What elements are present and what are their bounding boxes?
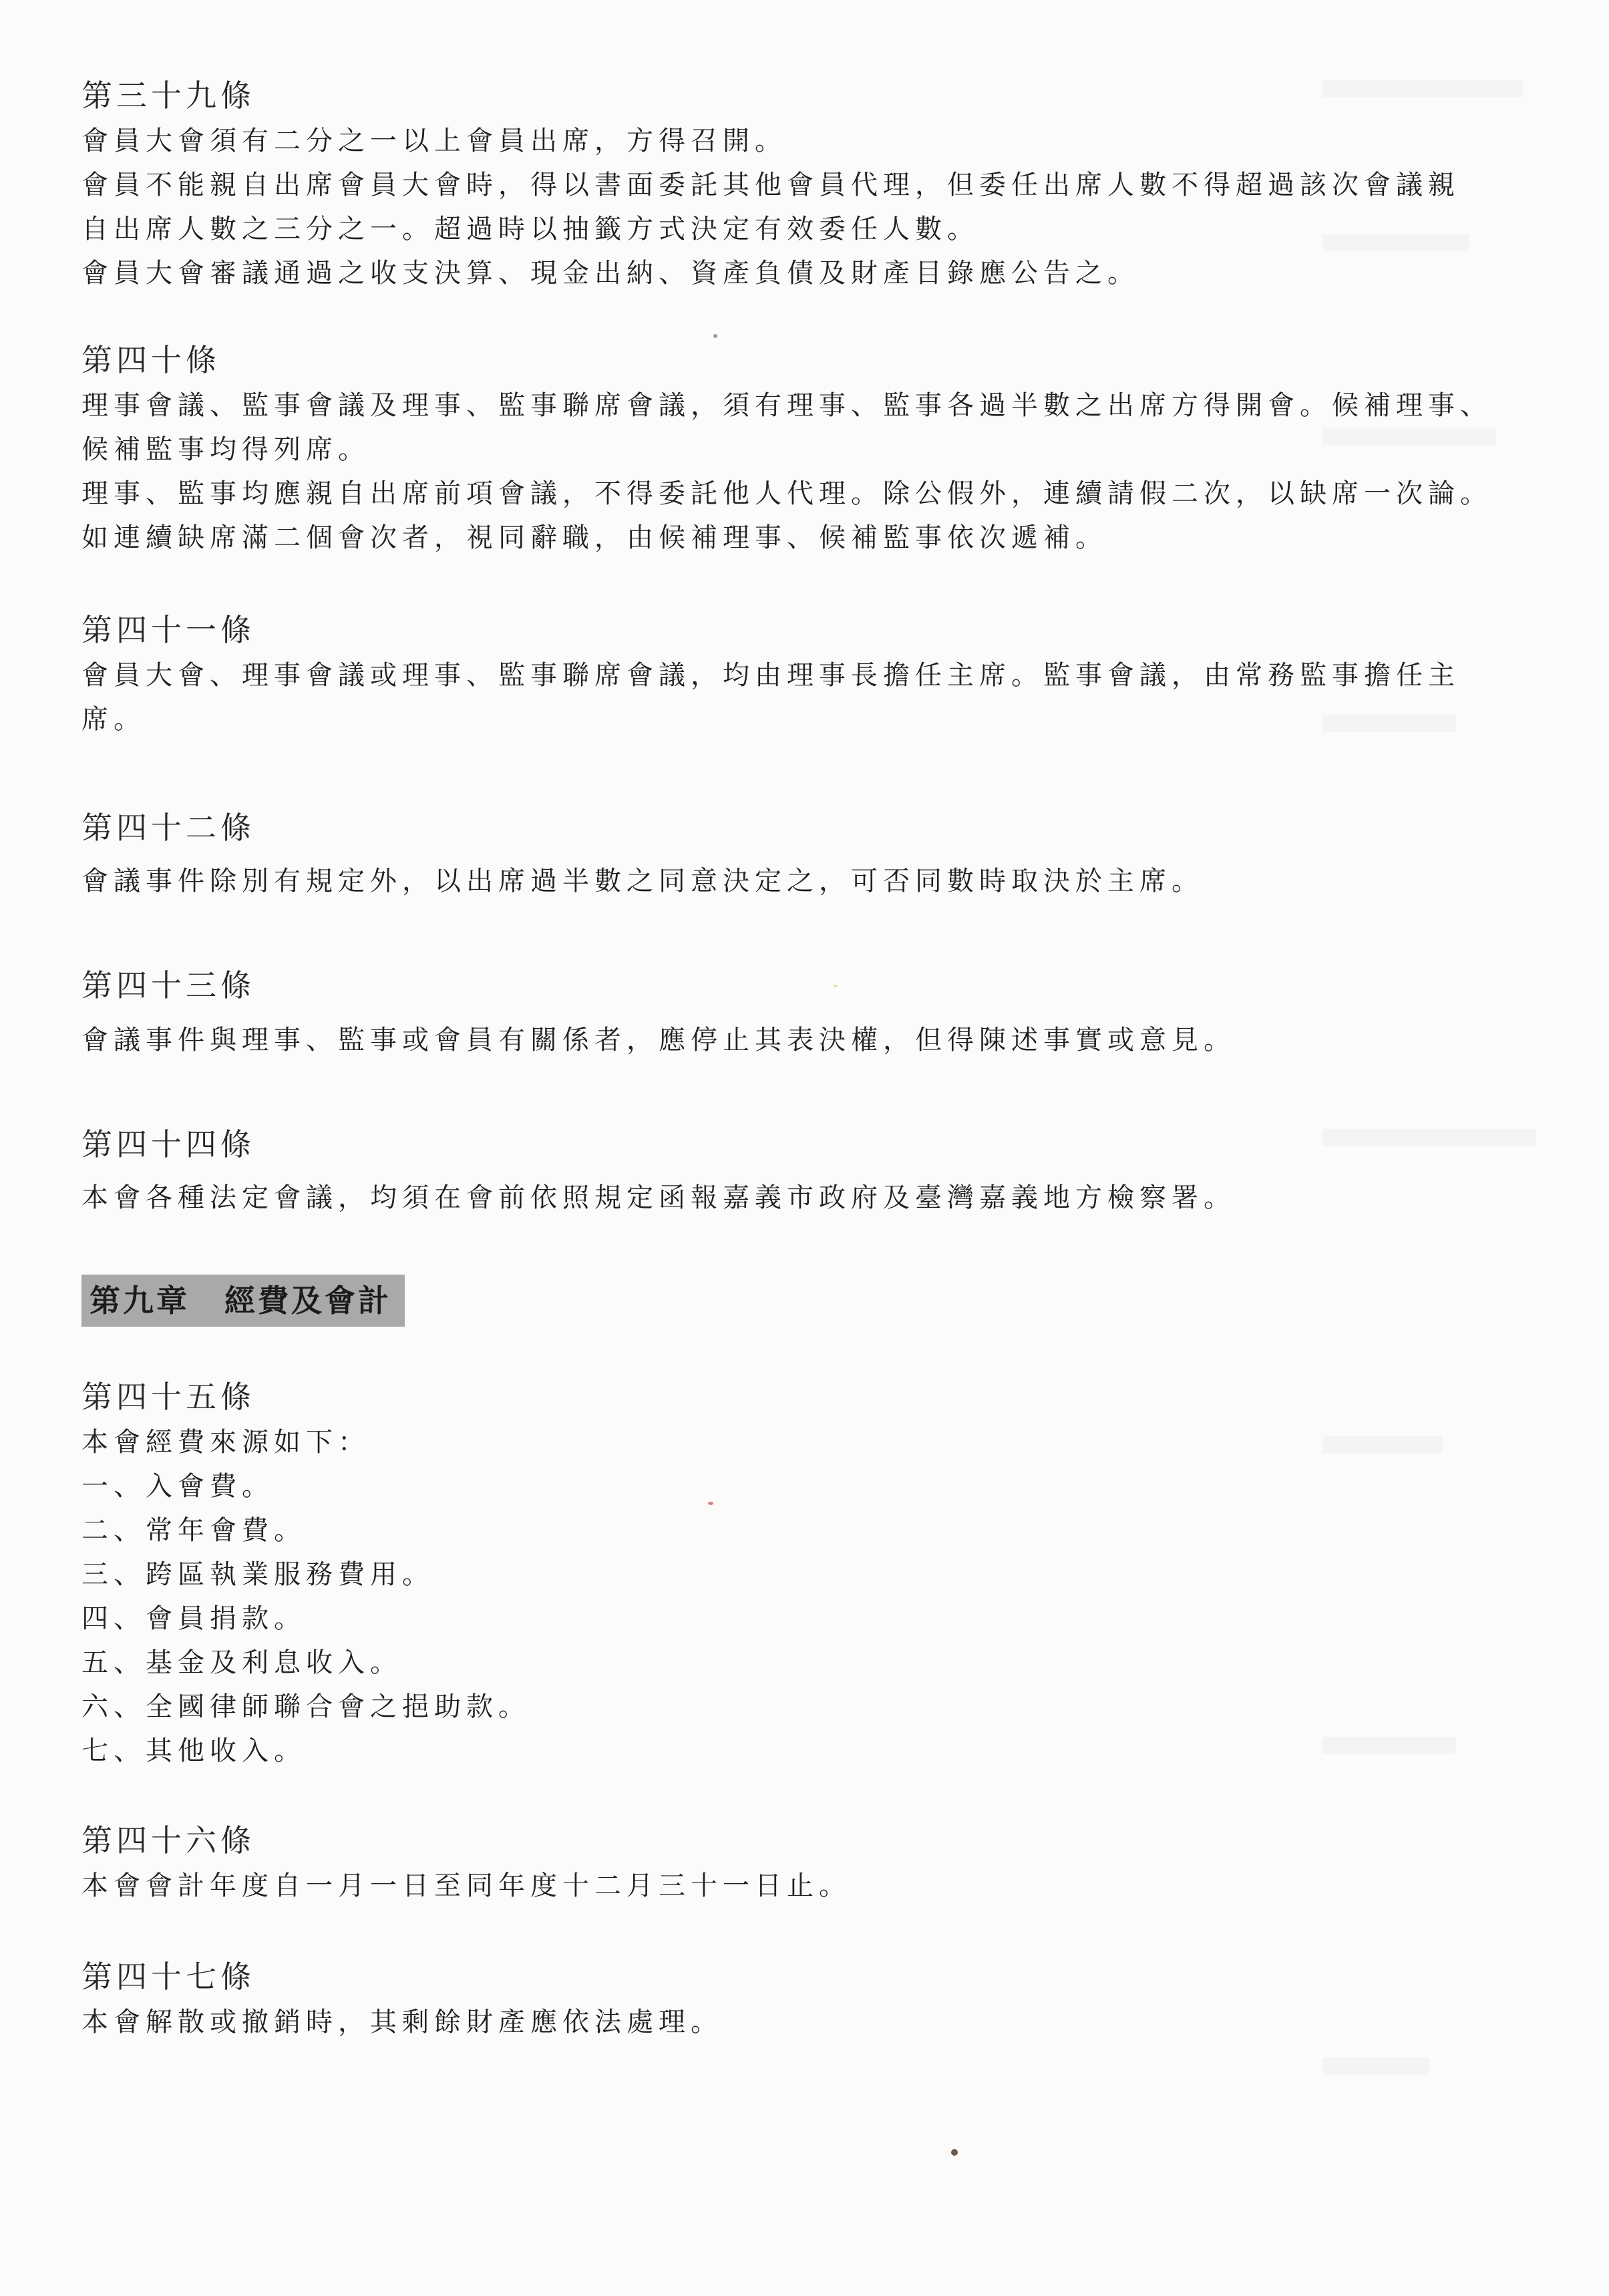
- article-text: 理事會議、監事會議及理事、監事聯席會議，須有理事、監事各過半數之出席方得開會。候補理事、: [81, 390, 1492, 421]
- article-text: 席。: [81, 704, 146, 735]
- scan-speck: [834, 985, 838, 987]
- article-title: 第四十五條: [81, 1379, 255, 1415]
- chapter-heading: [81, 1275, 405, 1327]
- article-text: 會議事件除別有規定外，以出席過半數之同意決定之，可否同數時取決於主席。: [81, 866, 1204, 896]
- article-text: 自出席人數之三分之一。超過時以抽籤方式決定有效委任人數。: [81, 214, 979, 244]
- article-text: 候補監事均得列席。: [81, 434, 370, 465]
- article-text: 會員大會、理事會議或理事、監事聯席會議，均由理事長擔任主席。監事會議，由常務監事擔任主: [81, 660, 1460, 691]
- article-title: 第四十一條: [81, 612, 255, 648]
- article-text: 本會各種法定會議，均須在會前依照規定函報嘉義市政府及臺灣嘉義地方檢察署。: [81, 1182, 1236, 1213]
- article-text: 如連續缺席滿二個會次者，視同辭職，由候補理事、候補監事依次遞補。: [81, 522, 1107, 553]
- list-item: 二、常年會費。: [81, 1515, 306, 1546]
- list-item: 五、基金及利息收入。: [81, 1647, 402, 1678]
- chapter-name: 經費及會計: [224, 1283, 391, 1319]
- article-47: [81, 1953, 1534, 2044]
- article-46: [81, 1817, 1534, 1908]
- scan-speck: [708, 1502, 713, 1505]
- article-text: 會員不能親自出席會員大會時，得以書面委託其他會員代理，但委任出席人數不得超過該次會議親: [81, 170, 1460, 200]
- scan-speck: [951, 2149, 958, 2156]
- article-39: [81, 72, 1534, 295]
- chapter-heading-row: [81, 1275, 1534, 1327]
- article-text: 會議事件與理事、監事或會員有關係者，應停止其表決權，但得陳述事實或意見。: [81, 1025, 1236, 1055]
- article-title: 第四十二條: [81, 810, 255, 846]
- article-43: [81, 962, 1534, 1062]
- article-title: 第四十六條: [81, 1822, 255, 1858]
- article-title: 第四十條: [81, 342, 220, 378]
- list-item: 一、入會費。: [81, 1471, 274, 1502]
- chapter-number: 第九章: [90, 1283, 190, 1319]
- article-title: 第四十三條: [81, 967, 255, 1003]
- list-item: 七、其他收入。: [81, 1736, 306, 1766]
- article-text: 本會經費來源如下：: [81, 1427, 370, 1458]
- article-title: 第四十七條: [81, 1959, 255, 1995]
- article-41: [81, 607, 1534, 742]
- list-item: 三、跨區執業服務費用。: [81, 1559, 434, 1590]
- article-42: [81, 804, 1534, 903]
- scan-speck: [713, 334, 717, 338]
- article-text: 理事、監事均應親自出席前項會議，不得委託他人代理。除公假外，連續請假二次，以缺席一次論。: [81, 478, 1492, 509]
- article-text: 本會解散或撤銷時，其剩餘財產應依法處理。: [81, 2007, 723, 2037]
- list-item: 六、全國律師聯合會之挹助款。: [81, 1691, 530, 1722]
- article-title: 第四十四條: [81, 1126, 255, 1162]
- article-title: 第三十九條: [81, 77, 255, 114]
- article-text: 會員大會審議通過之收支決算、現金出納、資產負債及財產目錄應公告之。: [81, 258, 1139, 289]
- article-44: [81, 1121, 1534, 1220]
- article-40: [81, 337, 1534, 560]
- article-text: 本會會計年度自一月一日至同年度十二月三十一日止。: [81, 1870, 851, 1901]
- article-text: 會員大會須有二分之一以上會員出席，方得召開。: [81, 126, 787, 156]
- bleed-through-mark: [1322, 2058, 1429, 2075]
- list-item: 四、會員捐款。: [81, 1603, 306, 1634]
- article-45: [81, 1373, 1534, 1773]
- document-body: [81, 72, 1534, 2044]
